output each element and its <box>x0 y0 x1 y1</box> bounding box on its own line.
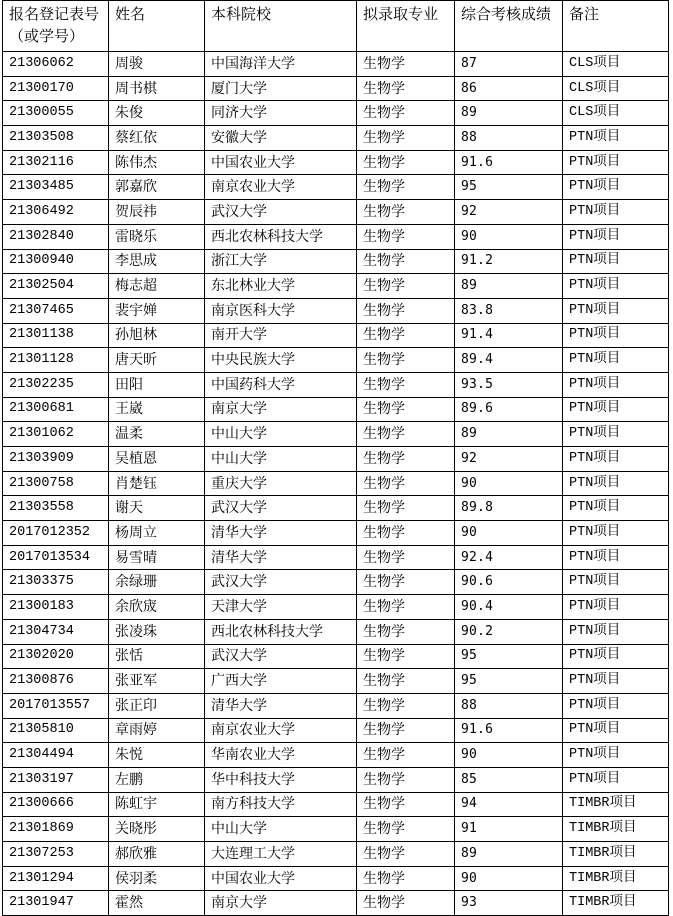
table-row <box>3 348 669 373</box>
header-remarks: 备注 <box>563 1 669 52</box>
table-row <box>3 422 669 447</box>
school-cell: 天津大学 <box>205 595 357 620</box>
table-row <box>3 175 669 200</box>
registration-number-cell: 21303558 <box>3 496 109 521</box>
score-cell: 93.5 <box>455 372 563 397</box>
registration-number-cell: 21301294 <box>3 866 109 891</box>
name-cell: 章雨婷 <box>109 718 205 743</box>
remarks-cell: PTN项目 <box>563 422 669 447</box>
name-cell: 左鹏 <box>109 767 205 792</box>
remarks-cell: CLS项目 <box>563 52 669 77</box>
registration-number-cell: 21300055 <box>3 101 109 126</box>
remarks-cell: TIMBR项目 <box>563 842 669 867</box>
registration-number-cell: 21300183 <box>3 595 109 620</box>
table-row <box>3 249 669 274</box>
table-row <box>3 669 669 694</box>
remarks-cell: PTN项目 <box>563 249 669 274</box>
remarks-cell: PTN项目 <box>563 175 669 200</box>
remarks-cell: PTN项目 <box>563 200 669 225</box>
school-cell: 武汉大学 <box>205 200 357 225</box>
major-cell: 生物学 <box>357 521 455 546</box>
registration-number-cell: 21302504 <box>3 274 109 299</box>
table-row <box>3 570 669 595</box>
score-cell: 90.2 <box>455 619 563 644</box>
remarks-cell: PTN项目 <box>563 570 669 595</box>
school-cell: 华中科技大学 <box>205 767 357 792</box>
school-cell: 广西大学 <box>205 669 357 694</box>
school-cell: 清华大学 <box>205 693 357 718</box>
table-row <box>3 619 669 644</box>
admission-table-container <box>2 0 669 916</box>
remarks-cell: PTN项目 <box>563 619 669 644</box>
remarks-cell: PTN项目 <box>563 348 669 373</box>
name-cell: 张正印 <box>109 693 205 718</box>
registration-number-cell: 2017012352 <box>3 521 109 546</box>
registration-number-cell: 21307253 <box>3 842 109 867</box>
remarks-cell: PTN项目 <box>563 767 669 792</box>
score-cell: 88 <box>455 126 563 151</box>
major-cell: 生物学 <box>357 397 455 422</box>
score-cell: 91.2 <box>455 249 563 274</box>
score-cell: 87 <box>455 52 563 77</box>
major-cell: 生物学 <box>357 767 455 792</box>
school-cell: 南开大学 <box>205 323 357 348</box>
school-cell: 大连理工大学 <box>205 842 357 867</box>
school-cell: 中山大学 <box>205 447 357 472</box>
major-cell: 生物学 <box>357 101 455 126</box>
header-registration-number: 报名登记表号（或学号） <box>3 1 109 52</box>
remarks-cell: PTN项目 <box>563 447 669 472</box>
score-cell: 90 <box>455 521 563 546</box>
remarks-cell: PTN项目 <box>563 298 669 323</box>
score-cell: 89 <box>455 101 563 126</box>
registration-number-cell: 21305810 <box>3 718 109 743</box>
name-cell: 梅志超 <box>109 274 205 299</box>
name-cell: 关晓彤 <box>109 817 205 842</box>
remarks-cell: PTN项目 <box>563 372 669 397</box>
remarks-cell: PTN项目 <box>563 224 669 249</box>
registration-number-cell: 21304734 <box>3 619 109 644</box>
registration-number-cell: 21301062 <box>3 422 109 447</box>
registration-number-cell: 21303909 <box>3 447 109 472</box>
school-cell: 西北农林科技大学 <box>205 619 357 644</box>
remarks-cell: PTN项目 <box>563 669 669 694</box>
name-cell: 裴宇婵 <box>109 298 205 323</box>
registration-number-cell: 21300681 <box>3 397 109 422</box>
score-cell: 94 <box>455 792 563 817</box>
name-cell: 郭嘉欣 <box>109 175 205 200</box>
registration-number-cell: 21303508 <box>3 126 109 151</box>
table-row <box>3 447 669 472</box>
remarks-cell: PTN项目 <box>563 471 669 496</box>
school-cell: 南京大学 <box>205 891 357 916</box>
score-cell: 83.8 <box>455 298 563 323</box>
score-cell: 95 <box>455 175 563 200</box>
remarks-cell: CLS项目 <box>563 101 669 126</box>
school-cell: 中国农业大学 <box>205 150 357 175</box>
major-cell: 生物学 <box>357 372 455 397</box>
name-cell: 陈伟杰 <box>109 150 205 175</box>
registration-number-cell: 21300170 <box>3 76 109 101</box>
table-row <box>3 200 669 225</box>
remarks-cell: TIMBR项目 <box>563 817 669 842</box>
school-cell: 武汉大学 <box>205 570 357 595</box>
school-cell: 清华大学 <box>205 521 357 546</box>
registration-number-cell: 21301869 <box>3 817 109 842</box>
table-body <box>3 52 669 916</box>
name-cell: 朱悦 <box>109 743 205 768</box>
name-cell: 张亚军 <box>109 669 205 694</box>
major-cell: 生物学 <box>357 891 455 916</box>
school-cell: 南方科技大学 <box>205 792 357 817</box>
major-cell: 生物学 <box>357 842 455 867</box>
score-cell: 91.6 <box>455 150 563 175</box>
name-cell: 孙旭林 <box>109 323 205 348</box>
name-cell: 吴植恩 <box>109 447 205 472</box>
score-cell: 95 <box>455 669 563 694</box>
header-row <box>3 1 669 52</box>
school-cell: 清华大学 <box>205 545 357 570</box>
table-row <box>3 792 669 817</box>
major-cell: 生物学 <box>357 471 455 496</box>
school-cell: 西北农林科技大学 <box>205 224 357 249</box>
table-row <box>3 817 669 842</box>
remarks-cell: CLS项目 <box>563 76 669 101</box>
major-cell: 生物学 <box>357 274 455 299</box>
table-row <box>3 372 669 397</box>
table-row <box>3 644 669 669</box>
score-cell: 86 <box>455 76 563 101</box>
major-cell: 生物学 <box>357 718 455 743</box>
registration-number-cell: 21304494 <box>3 743 109 768</box>
registration-number-cell: 21303375 <box>3 570 109 595</box>
name-cell: 周书棋 <box>109 76 205 101</box>
table-row <box>3 150 669 175</box>
header-score: 综合考核成绩 <box>455 1 563 52</box>
major-cell: 生物学 <box>357 669 455 694</box>
major-cell: 生物学 <box>357 792 455 817</box>
major-cell: 生物学 <box>357 743 455 768</box>
school-cell: 安徽大学 <box>205 126 357 151</box>
registration-number-cell: 2017013534 <box>3 545 109 570</box>
table-row <box>3 767 669 792</box>
registration-number-cell: 21301947 <box>3 891 109 916</box>
score-cell: 90.6 <box>455 570 563 595</box>
registration-number-cell: 21300666 <box>3 792 109 817</box>
table-row <box>3 521 669 546</box>
name-cell: 杨周立 <box>109 521 205 546</box>
major-cell: 生物学 <box>357 126 455 151</box>
name-cell: 雷晓乐 <box>109 224 205 249</box>
registration-number-cell: 2017013557 <box>3 693 109 718</box>
table-row <box>3 52 669 77</box>
table-row <box>3 298 669 323</box>
registration-number-cell: 21301128 <box>3 348 109 373</box>
school-cell: 同济大学 <box>205 101 357 126</box>
registration-number-cell: 21302116 <box>3 150 109 175</box>
major-cell: 生物学 <box>357 545 455 570</box>
registration-number-cell: 21303485 <box>3 175 109 200</box>
name-cell: 肖楚钰 <box>109 471 205 496</box>
table-row <box>3 126 669 151</box>
registration-number-cell: 21307465 <box>3 298 109 323</box>
name-cell: 侯羽柔 <box>109 866 205 891</box>
header-major: 拟录取专业 <box>357 1 455 52</box>
school-cell: 中国农业大学 <box>205 866 357 891</box>
name-cell: 温柔 <box>109 422 205 447</box>
major-cell: 生物学 <box>357 496 455 521</box>
registration-number-cell: 21302020 <box>3 644 109 669</box>
table-row <box>3 397 669 422</box>
header-name: 姓名 <box>109 1 205 52</box>
table-row <box>3 101 669 126</box>
school-cell: 南京大学 <box>205 397 357 422</box>
header-undergraduate-school: 本科院校 <box>205 1 357 52</box>
score-cell: 90.4 <box>455 595 563 620</box>
major-cell: 生物学 <box>357 323 455 348</box>
name-cell: 易雪晴 <box>109 545 205 570</box>
major-cell: 生物学 <box>357 817 455 842</box>
name-cell: 周骏 <box>109 52 205 77</box>
major-cell: 生物学 <box>357 422 455 447</box>
score-cell: 90 <box>455 866 563 891</box>
table-row <box>3 743 669 768</box>
table-row <box>3 323 669 348</box>
registration-number-cell: 21306062 <box>3 52 109 77</box>
remarks-cell: PTN项目 <box>563 693 669 718</box>
score-cell: 91.6 <box>455 718 563 743</box>
major-cell: 生物学 <box>357 298 455 323</box>
remarks-cell: PTN项目 <box>563 323 669 348</box>
score-cell: 92 <box>455 200 563 225</box>
major-cell: 生物学 <box>357 348 455 373</box>
table-row <box>3 866 669 891</box>
name-cell: 王崴 <box>109 397 205 422</box>
score-cell: 89 <box>455 274 563 299</box>
school-cell: 中国海洋大学 <box>205 52 357 77</box>
table-row <box>3 693 669 718</box>
school-cell: 厦门大学 <box>205 76 357 101</box>
name-cell: 朱俊 <box>109 101 205 126</box>
score-cell: 85 <box>455 767 563 792</box>
remarks-cell: PTN项目 <box>563 150 669 175</box>
score-cell: 89.8 <box>455 496 563 521</box>
score-cell: 88 <box>455 693 563 718</box>
school-cell: 中央民族大学 <box>205 348 357 373</box>
table-row <box>3 891 669 916</box>
score-cell: 89.4 <box>455 348 563 373</box>
major-cell: 生物学 <box>357 447 455 472</box>
score-cell: 90 <box>455 471 563 496</box>
name-cell: 谢天 <box>109 496 205 521</box>
name-cell: 余绿珊 <box>109 570 205 595</box>
table-header <box>3 1 669 52</box>
major-cell: 生物学 <box>357 150 455 175</box>
remarks-cell: PTN项目 <box>563 595 669 620</box>
score-cell: 89 <box>455 842 563 867</box>
name-cell: 张恬 <box>109 644 205 669</box>
score-cell: 89 <box>455 422 563 447</box>
school-cell: 中山大学 <box>205 422 357 447</box>
table-row <box>3 595 669 620</box>
school-cell: 南京农业大学 <box>205 718 357 743</box>
major-cell: 生物学 <box>357 570 455 595</box>
score-cell: 92 <box>455 447 563 472</box>
registration-number-cell: 21303197 <box>3 767 109 792</box>
registration-number-cell: 21300940 <box>3 249 109 274</box>
major-cell: 生物学 <box>357 175 455 200</box>
score-cell: 90 <box>455 224 563 249</box>
major-cell: 生物学 <box>357 200 455 225</box>
remarks-cell: TIMBR项目 <box>563 792 669 817</box>
name-cell: 郝欣雅 <box>109 842 205 867</box>
table-row <box>3 224 669 249</box>
name-cell: 陈虹宇 <box>109 792 205 817</box>
table-row <box>3 496 669 521</box>
name-cell: 田阳 <box>109 372 205 397</box>
major-cell: 生物学 <box>357 249 455 274</box>
major-cell: 生物学 <box>357 76 455 101</box>
school-cell: 东北林业大学 <box>205 274 357 299</box>
remarks-cell: PTN项目 <box>563 718 669 743</box>
school-cell: 武汉大学 <box>205 644 357 669</box>
registration-number-cell: 21300876 <box>3 669 109 694</box>
remarks-cell: PTN项目 <box>563 545 669 570</box>
school-cell: 南京农业大学 <box>205 175 357 200</box>
remarks-cell: TIMBR项目 <box>563 891 669 916</box>
remarks-cell: PTN项目 <box>563 496 669 521</box>
major-cell: 生物学 <box>357 224 455 249</box>
name-cell: 李思成 <box>109 249 205 274</box>
registration-number-cell: 21301138 <box>3 323 109 348</box>
remarks-cell: PTN项目 <box>563 126 669 151</box>
score-cell: 90 <box>455 743 563 768</box>
school-cell: 南京医科大学 <box>205 298 357 323</box>
school-cell: 华南农业大学 <box>205 743 357 768</box>
score-cell: 89.6 <box>455 397 563 422</box>
table-row <box>3 545 669 570</box>
school-cell: 浙江大学 <box>205 249 357 274</box>
table-row <box>3 76 669 101</box>
registration-number-cell: 21306492 <box>3 200 109 225</box>
name-cell: 贺辰祎 <box>109 200 205 225</box>
remarks-cell: PTN项目 <box>563 274 669 299</box>
table-row <box>3 718 669 743</box>
registration-number-cell: 21300758 <box>3 471 109 496</box>
table-row <box>3 471 669 496</box>
score-cell: 92.4 <box>455 545 563 570</box>
major-cell: 生物学 <box>357 595 455 620</box>
school-cell: 中国药科大学 <box>205 372 357 397</box>
score-cell: 91.4 <box>455 323 563 348</box>
name-cell: 张凌珠 <box>109 619 205 644</box>
name-cell: 唐天昕 <box>109 348 205 373</box>
major-cell: 生物学 <box>357 619 455 644</box>
major-cell: 生物学 <box>357 693 455 718</box>
name-cell: 余欣宬 <box>109 595 205 620</box>
remarks-cell: PTN项目 <box>563 397 669 422</box>
registration-number-cell: 21302235 <box>3 372 109 397</box>
major-cell: 生物学 <box>357 866 455 891</box>
score-cell: 95 <box>455 644 563 669</box>
admission-table <box>2 0 669 916</box>
table-row <box>3 842 669 867</box>
score-cell: 91 <box>455 817 563 842</box>
score-cell: 93 <box>455 891 563 916</box>
school-cell: 中山大学 <box>205 817 357 842</box>
registration-number-cell: 21302840 <box>3 224 109 249</box>
remarks-cell: TIMBR项目 <box>563 866 669 891</box>
name-cell: 蔡红依 <box>109 126 205 151</box>
remarks-cell: PTN项目 <box>563 644 669 669</box>
school-cell: 重庆大学 <box>205 471 357 496</box>
school-cell: 武汉大学 <box>205 496 357 521</box>
major-cell: 生物学 <box>357 644 455 669</box>
remarks-cell: PTN项目 <box>563 521 669 546</box>
table-row <box>3 274 669 299</box>
remarks-cell: PTN项目 <box>563 743 669 768</box>
name-cell: 霍然 <box>109 891 205 916</box>
major-cell: 生物学 <box>357 52 455 77</box>
